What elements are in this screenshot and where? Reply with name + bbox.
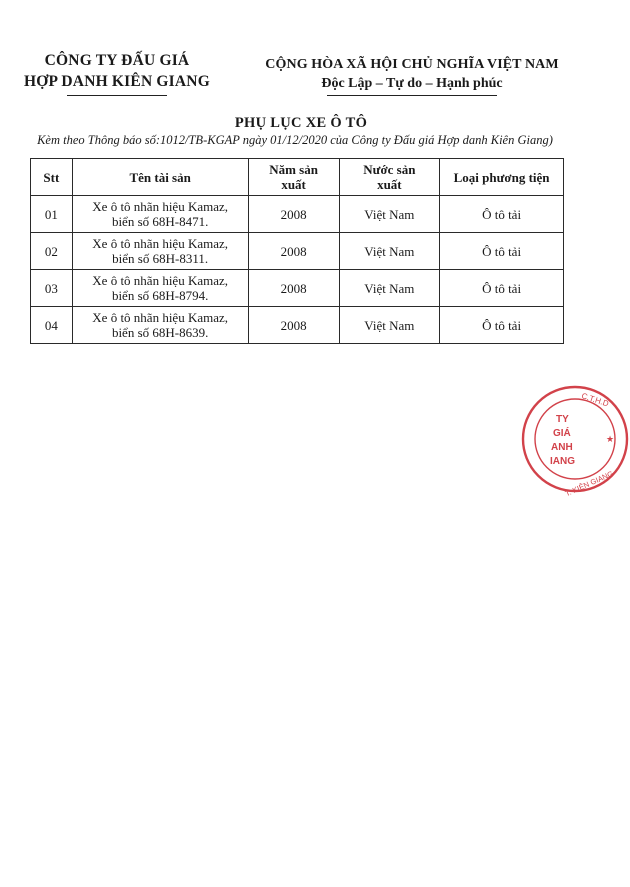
document-title: PHỤ LỤC XE Ô TÔ — [234, 115, 368, 131]
cell-country: Việt Nam — [339, 233, 440, 270]
header-country-line2: xuất — [377, 177, 402, 192]
seal-ring-top: C.T.H.D — [580, 391, 610, 409]
header-stt: Stt — [31, 159, 73, 196]
cell-year: 2008 — [248, 196, 339, 233]
cell-stt: 04 — [31, 307, 73, 344]
document-subtitle: Kèm theo Thông báo số:1012/TB-KGAP ngày 01/12/2020 của Công ty Đấu giá Hợp danh Kiên Giang) — [37, 133, 553, 147]
cell-stt: 03 — [31, 270, 73, 307]
seal-line-3: ANH — [551, 442, 573, 453]
asset-name-line2: biển số 68H-8794. — [111, 288, 209, 303]
table-row — [31, 307, 564, 344]
seal-line-1: TY — [556, 414, 569, 425]
company-name-line1: CÔNG TY ĐẤU GIÁ — [44, 52, 190, 69]
asset-name-line1: Xe ô tô nhãn hiệu Kamaz, — [92, 310, 229, 325]
seal-line-4: IANG — [550, 456, 575, 467]
cell-year: 2008 — [248, 307, 339, 344]
cell-type: Ô tô tải — [440, 196, 564, 233]
asset-name-line1: Xe ô tô nhãn hiệu Kamaz, — [92, 199, 229, 214]
company-header — [12, 50, 222, 96]
national-motto: Độc Lập – Tự do – Hạnh phúc — [321, 76, 503, 91]
asset-name-line2: biển số 68H-8639. — [111, 325, 209, 340]
asset-name-line1: Xe ô tô nhãn hiệu Kamaz, — [92, 273, 229, 288]
seal-ring-bottom: T. KIÊN GIANG — [563, 468, 615, 499]
company-underline — [67, 95, 167, 96]
company-seal-stamp — [520, 384, 630, 499]
table-row — [31, 270, 564, 307]
header-country-line1: Nước sản — [363, 162, 416, 177]
asset-table — [30, 158, 564, 344]
cell-type: Ô tô tải — [440, 270, 564, 307]
header-vehicle-type: Loại phương tiện — [440, 159, 564, 196]
cell-stt: 01 — [31, 196, 73, 233]
header-country — [339, 159, 440, 196]
cell-asset-name — [72, 270, 248, 307]
asset-name-line2: biển số 68H-8471. — [111, 214, 209, 229]
table-header-row — [31, 159, 564, 196]
cell-country: Việt Nam — [339, 270, 440, 307]
table-row — [31, 196, 564, 233]
header-year-line2: xuất — [281, 177, 306, 192]
header-asset-name: Tên tài sản — [72, 159, 248, 196]
cell-stt: 02 — [31, 233, 73, 270]
cell-asset-name — [72, 196, 248, 233]
cell-country: Việt Nam — [339, 307, 440, 344]
cell-year: 2008 — [248, 270, 339, 307]
national-name: CỘNG HÒA XÃ HỘI CHỦ NGHĨA VIỆT NAM — [265, 57, 559, 72]
table-row — [31, 233, 564, 270]
header-manufacture-year — [248, 159, 339, 196]
cell-asset-name — [72, 307, 248, 344]
company-name-line2: HỢP DANH KIÊN GIANG — [24, 73, 210, 90]
cell-asset-name — [72, 233, 248, 270]
seal-line-2: GIÁ — [553, 428, 571, 439]
asset-name-line1: Xe ô tô nhãn hiệu Kamaz, — [92, 236, 229, 251]
cell-type: Ô tô tải — [440, 233, 564, 270]
seal-star-icon: ★ — [606, 435, 615, 445]
national-header — [232, 56, 592, 96]
asset-name-line2: biển số 68H-8311. — [112, 251, 209, 266]
motto-underline — [327, 95, 497, 96]
cell-type: Ô tô tải — [440, 307, 564, 344]
cell-country: Việt Nam — [339, 196, 440, 233]
cell-year: 2008 — [248, 233, 339, 270]
header-year-line1: Năm sản — [269, 162, 318, 177]
